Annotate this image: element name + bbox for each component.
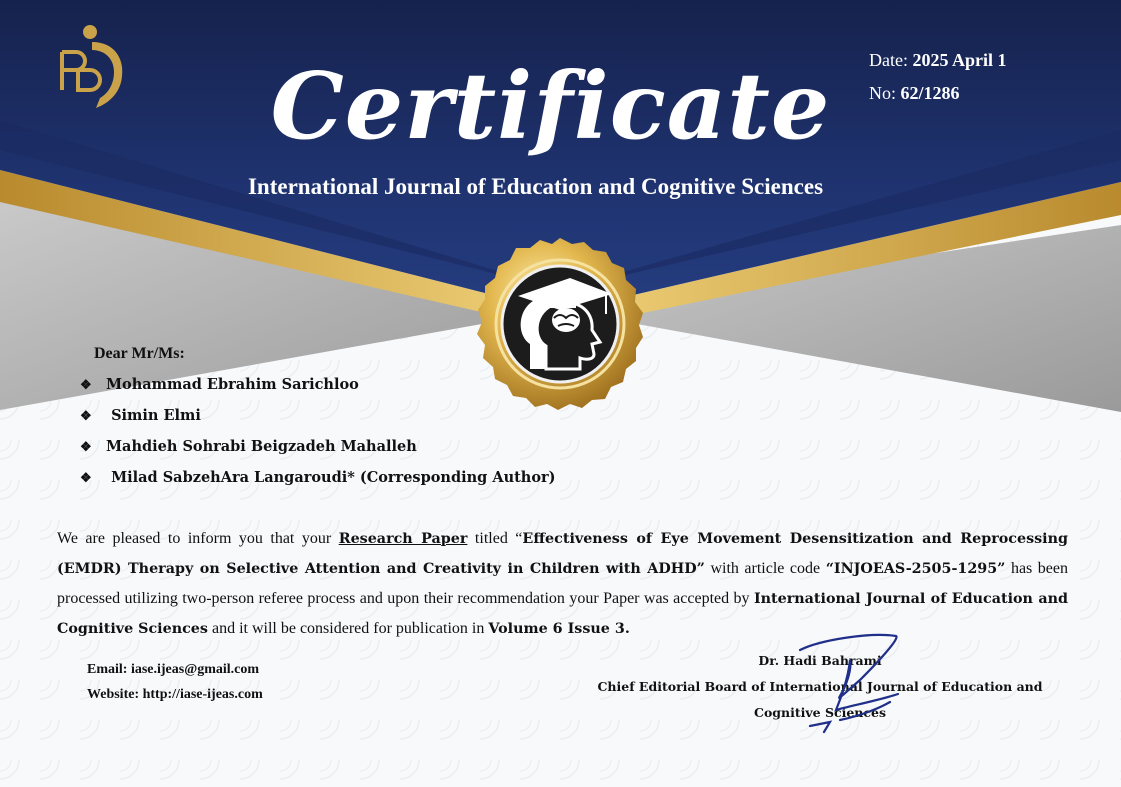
certificate-number bbox=[869, 83, 960, 104]
article-code: “INJOEAS-2505-1295” bbox=[825, 561, 1006, 577]
contact-website: Website: http://iase-ijeas.com bbox=[87, 687, 263, 702]
volume-issue: Volume 6 Issue 3. bbox=[488, 621, 630, 637]
signer-role: Chief Editorial Board of International Journal of Education and Cognitive Sciences bbox=[597, 679, 1043, 720]
bullet-icon: ❖ bbox=[80, 409, 92, 424]
author-name: Simin Elmi bbox=[111, 407, 201, 424]
journal-name: International Journal of Education and Cognitive Sciences bbox=[247, 174, 824, 199]
paper-title: Effectiveness of Eye Movement Desensitization and Reprocessing (EMDR) Therapy on Selective Attention and Creativity in Children with ADHD” bbox=[57, 531, 1068, 577]
certificate-date bbox=[869, 50, 1007, 71]
salutation: Dear Mr/Ms: bbox=[94, 345, 185, 362]
body-text-3: with article code bbox=[704, 560, 826, 577]
body-text-2: titled “ bbox=[467, 530, 523, 547]
author-item bbox=[80, 434, 556, 465]
number-value: 62/1286 bbox=[900, 83, 960, 103]
body-text-1: We are pleased to inform you that your bbox=[57, 530, 339, 547]
body-text-4: has been processed utilizing two-person referee process and upon their recommendation your Paper was accepted by bbox=[57, 560, 1069, 607]
author-name: Milad SabzehAra Langaroudi* (Corresponding Author) bbox=[111, 469, 556, 486]
bullet-icon: ❖ bbox=[80, 440, 92, 455]
number-label: No: bbox=[869, 83, 896, 103]
certificate-title: Certificate bbox=[270, 52, 831, 160]
acceptance-paragraph bbox=[57, 524, 1068, 644]
bullet-icon: ❖ bbox=[80, 378, 92, 393]
signature-image bbox=[780, 630, 920, 740]
contact-email: Email: iase.ijeas@gmail.com bbox=[87, 662, 260, 677]
bullet-icon: ❖ bbox=[80, 471, 92, 486]
date-label: Date: bbox=[869, 50, 908, 70]
body-text-5: and it will be considered for publication in bbox=[207, 620, 489, 637]
date-value: 2025 April 1 bbox=[912, 50, 1007, 70]
author-name: Mohammad Ebrahim Sarichloo bbox=[106, 376, 359, 393]
signer-name: Dr. Hadi Bahrami bbox=[758, 653, 882, 668]
author-item bbox=[80, 465, 556, 496]
paper-type: Research Paper bbox=[338, 531, 468, 547]
journal-reference: International Journal of Education and Cognitive Sciences bbox=[57, 591, 1068, 637]
author-item bbox=[80, 372, 556, 403]
author-item bbox=[80, 403, 556, 434]
author-name: Mahdieh Sohrabi Beigzadeh Mahalleh bbox=[106, 438, 417, 455]
author-list bbox=[80, 372, 556, 496]
